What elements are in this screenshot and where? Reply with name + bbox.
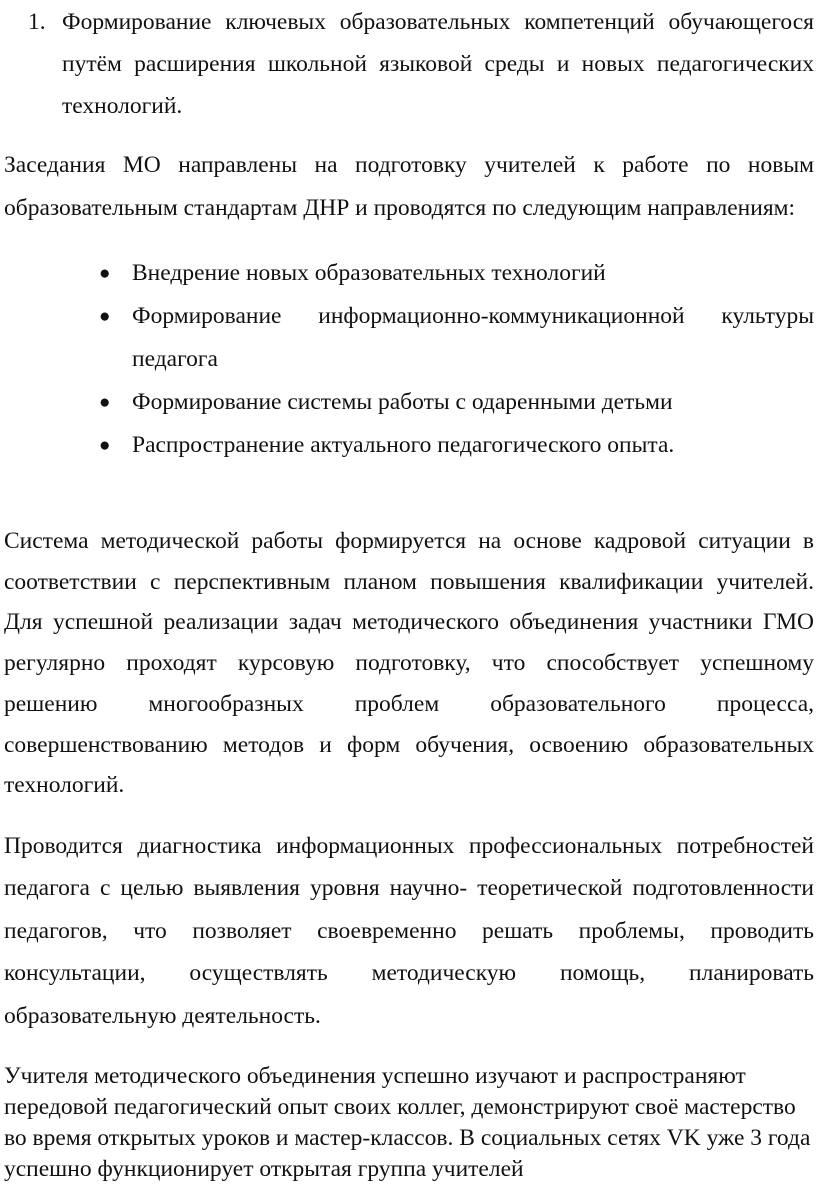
- bullet-text: Формирование информационно-коммуникационной культуры педагога: [132, 303, 814, 372]
- bullet-item: [4, 424, 814, 467]
- paragraph-intro: Заседания МО направлены на подготовку учителей к работе по новым образовательным стандартам ДНР и проводятся по следующим направлениям:: [4, 152, 814, 221]
- list-number: 1.: [28, 9, 46, 35]
- bullet-item: [4, 295, 814, 381]
- paragraph-teachers: Учителя методического объединения успешно изучают и распространяют передовой педагогический опыт своих коллег, демонстрируют своё мастерство во время открытых уроков и мастер-классов. В социальных сетях VK уже 3 года успешно функционирует открытая группа учителей: [4, 1063, 811, 1183]
- bullet-text: Распространение актуального педагогического опыта.: [132, 432, 675, 458]
- bullet-icon: ●: [99, 263, 111, 284]
- paragraph-diagnostics: Проводится диагностика информационных профессиональных потребностей педагога с целью выявления уровня научно- теоретической подготовленности педагогов, что позволяет своевременно решать проблемы, проводить консультации, осуществлять методическую помощь, планировать образовательную деятельность.: [4, 832, 814, 1029]
- bullet-list: [4, 252, 814, 467]
- paragraph-system: Система методической работы формируется на основе кадровой ситуации в соответствии с перспективным планом повышения квалификации учителей. Для успешной реализации задач методического объединения участники ГМО регулярно проходят курсовую подготовку, что способствует успешному решению многообразных проблем образовательного процесса, совершенствованию методов и форм обучения, освоению образовательных технологий.: [4, 528, 814, 799]
- bullet-icon: ●: [99, 392, 111, 413]
- bullet-text: Внедрение новых образовательных технологий: [132, 260, 606, 286]
- numbered-list-item: [4, 0, 814, 127]
- bullet-icon: ●: [99, 306, 111, 327]
- numbered-item-text: Формирование ключевых образовательных компетенций обучающегося путём расширения школьной языковой среды и новых педагогических технологий.: [62, 9, 814, 119]
- bullet-text: Формирование системы работы с одаренными детьми: [132, 389, 673, 415]
- bullet-item: [4, 252, 814, 295]
- bullet-icon: ●: [99, 435, 111, 456]
- bullet-item: [4, 381, 814, 424]
- document-page: [4, 0, 814, 1185]
